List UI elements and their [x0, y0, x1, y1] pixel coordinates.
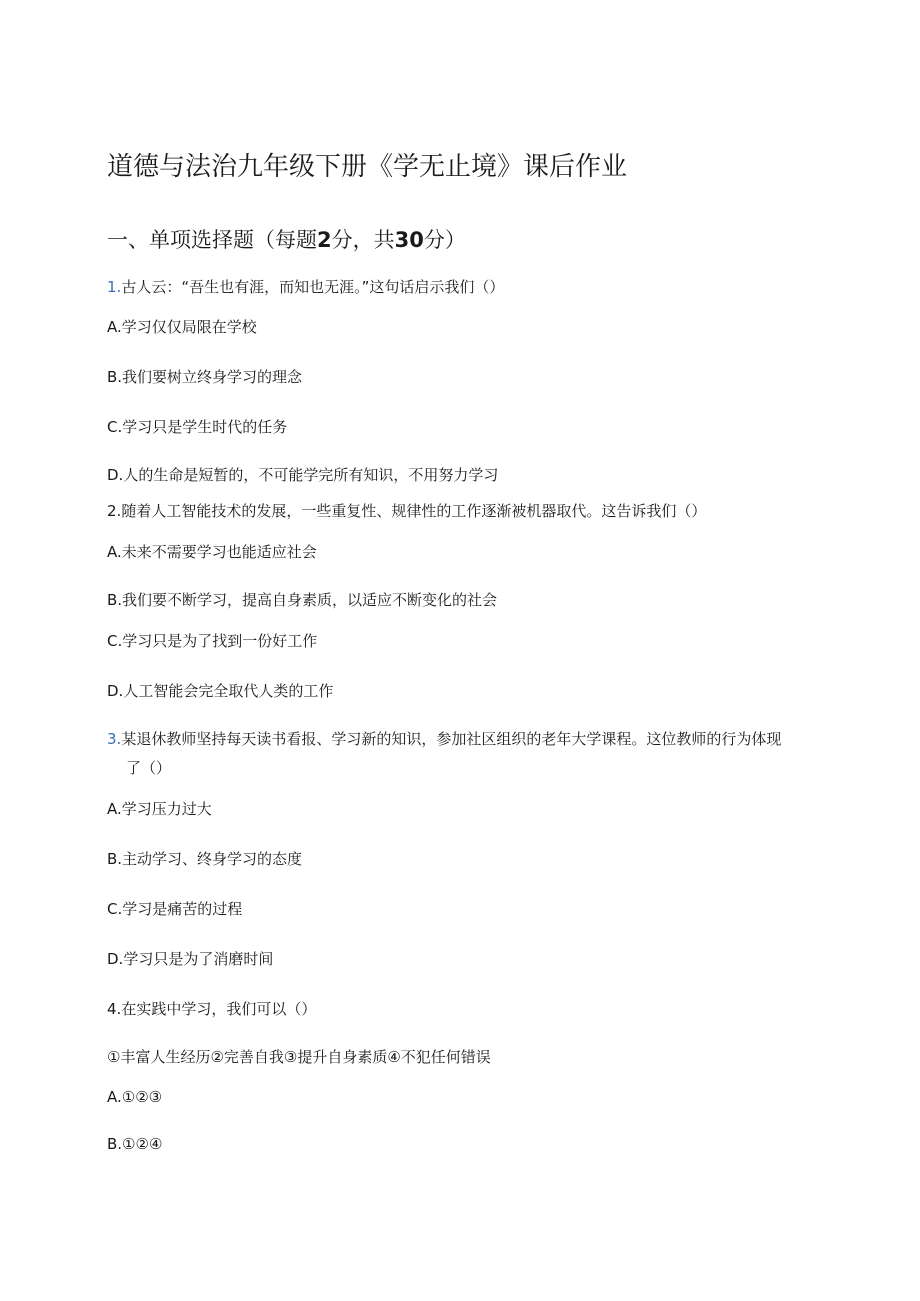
question-1-stem — [107, 276, 504, 298]
section-heading-suffix: 分） — [423, 228, 466, 252]
question-1-option-b: B.我们要树立终身学习的理念 — [107, 368, 303, 386]
question-3-stem-line1 — [107, 728, 781, 750]
question-4-option-b: B.①②④ — [107, 1135, 163, 1153]
question-1-text: 古人云：“吾生也有涯，而知也无涯。”这句话启示我们（） — [121, 278, 505, 296]
question-3-option-a: A.学习压力过大 — [107, 800, 212, 818]
section-heading-prefix: 一、单项选择题（每题 — [107, 228, 317, 252]
question-1-option-d: D.人的生命是短暂的，不可能学完所有知识，不用努力学习 — [107, 466, 499, 484]
question-4-option-a: A.①②③ — [107, 1088, 163, 1106]
question-2-option-d: D.人工智能会完全取代人类的工作 — [107, 682, 334, 700]
question-2-number: 2. — [107, 502, 122, 520]
question-3-option-c: C.学习是痛苦的过程 — [107, 900, 243, 918]
page-title: 道德与法治九年级下册《学无止境》课后作业 — [107, 152, 628, 182]
question-3-number: 3. — [107, 730, 122, 748]
question-2-option-a: A.未来不需要学习也能适应社会 — [107, 543, 317, 561]
question-3-text-line1: 某退休教师坚持每天读书看报、学习新的知识，参加社区组织的老年大学课程。这位教师的行为体现 — [121, 730, 782, 748]
question-4-text: 在实践中学习，我们可以（） — [121, 1000, 317, 1018]
question-2-stem — [107, 500, 706, 522]
question-4-stem — [107, 998, 316, 1020]
question-3-stem-line2: 了（） — [126, 759, 172, 777]
question-2-text: 随着人工智能技术的发展，一些重复性、规律性的工作逐渐被机器取代。这告诉我们（） — [121, 502, 707, 520]
question-1-option-a: A.学习仅仅局限在学校 — [107, 318, 257, 336]
section-heading — [107, 225, 466, 255]
question-4-number: 4. — [107, 1000, 122, 1018]
question-3-option-d: D.学习只是为了消磨时间 — [107, 950, 274, 968]
question-1-number: 1. — [107, 278, 122, 296]
question-2-option-c: C.学习只是为了找到一份好工作 — [107, 632, 318, 650]
question-2-option-b: B.我们要不断学习，提高自身素质，以适应不断变化的社会 — [107, 591, 498, 609]
points-per-question: 2 — [317, 228, 332, 252]
question-4-statements: ①丰富人生经历②完善自我③提升自身素质④不犯任何错误 — [107, 1048, 491, 1066]
total-points: 30 — [394, 228, 424, 252]
question-3-option-b: B.主动学习、终身学习的态度 — [107, 850, 303, 868]
section-heading-mid: 分，共 — [331, 228, 395, 252]
question-1-option-c: C.学习只是学生时代的任务 — [107, 418, 288, 436]
